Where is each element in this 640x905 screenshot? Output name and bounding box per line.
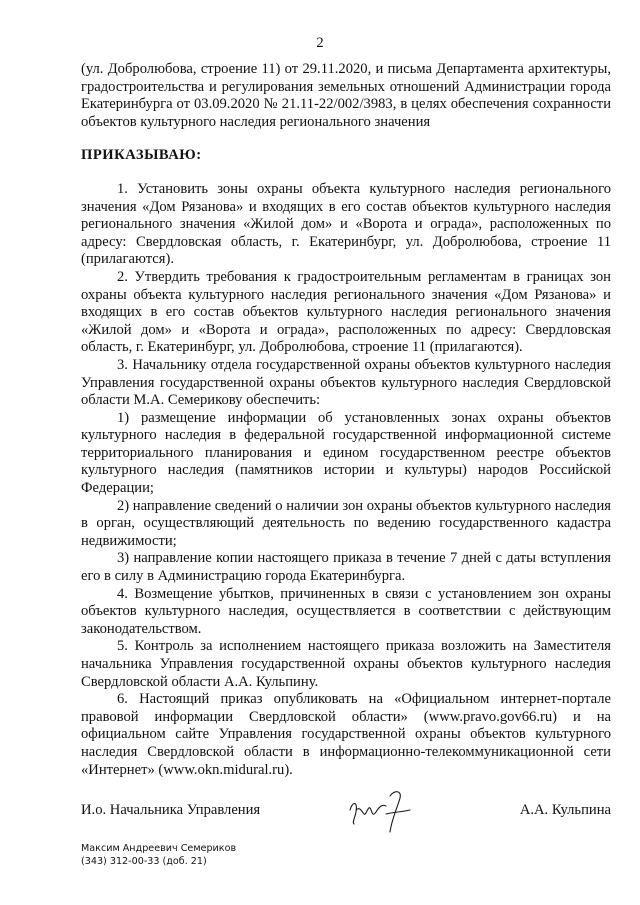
page-number: 2 xyxy=(316,35,324,51)
signatory-title: И.о. Начальника Управления xyxy=(81,802,261,818)
executor-info xyxy=(81,842,236,868)
executor-name: Максим Андреевич Семериков xyxy=(81,843,237,854)
subparagraph-3-3: 3) направление копии настоящего приказа в течение 7 дней с даты вступления его в силу в Администрацию города Екатеринбурга. xyxy=(81,550,611,585)
paragraph-3: 3. Начальнику отдела государственной охраны объектов культурного наследия Управления государственной охраны объектов культурного наследия Свердловской области М.А. Семерикову обеспечить: xyxy=(81,356,611,409)
paragraph-6: 6. Настоящий приказ опубликовать на «Официальном интернет-портале правовой информации Свердловской области» (www.pravo.gov66.ru) и на официальном сайте Управления государственной охраны объектов культурного наследия Свердловской области в информационно-телекоммуникационной сети «Интернет» (www.okn.midural.ru). xyxy=(81,691,611,778)
document-body xyxy=(81,61,611,779)
handwritten-signature xyxy=(346,788,422,836)
subparagraph-3-1: 1) размещение информации об установленных зонах охраны объектов культурного наследия в федеральной государственной информационной системе территориального планирования и едином государственном реестре объектов культурного наследия (памятников истории и культуры) народов Российской Федерации; xyxy=(81,409,611,497)
subparagraph-3-2: 2) направление сведений о наличии зон охраны объектов культурного наследия в орган, осуществляющий деятельность по ведению государственного кадастра недвижимости; xyxy=(81,497,611,549)
signatory-name: А.А. Кульпина xyxy=(519,802,611,818)
paragraph-4: 4. Возмещение убытков, причиненных в связи с установлением зон охраны объектов культурного наследия, осуществляется в соответствии с действующим законодательством. xyxy=(81,585,611,637)
intro-paragraph: (ул. Добролюбова, строение 11) от 29.11.2020, и письма Департамента архитектуры, градостроительства и регулирования земельных отношений Администрации города Екатеринбурга от 03.09.2020 № 21.11-22/002/3983, в целях обеспечения сохранности объектов культурного наследия регионального значения xyxy=(81,61,611,130)
order-heading: ПРИКАЗЫВАЮ: xyxy=(81,147,202,164)
paragraph-1: 1. Установить зоны охраны объекта культурного наследия регионального значения «Дом Рязанова» и входящих в его состав объектов культурного наследия регионального значения «Жилой дом» и «Ворота и ограда», расположенных по адресу: Свердловская область, г. Екатеринбург, ул. Добролюбова, строение 11 (прилагаются). xyxy=(81,180,611,268)
paragraph-2: 2. Утвердить требования к градостроительным регламентам в границах зон охраны объекта культурного наследия регионального значения «Дом Рязанова» и входящих в его состав объектов культурного наследия регионального значения «Жилой дом» и «Ворота и ограда», расположенных по адресу: Свердловская область, г. Екатеринбург, ул. Добролюбова, строение 11 (прилагаются). xyxy=(81,268,611,356)
executor-phone: (343) 312-00-33 (доб. 21) xyxy=(81,856,207,867)
paragraph-5: 5. Контроль за исполнением настоящего приказа возложить на Заместителя начальника Управления государственной охраны объектов культурного наследия Свердловской области А.А. Кульпину. xyxy=(81,638,611,690)
